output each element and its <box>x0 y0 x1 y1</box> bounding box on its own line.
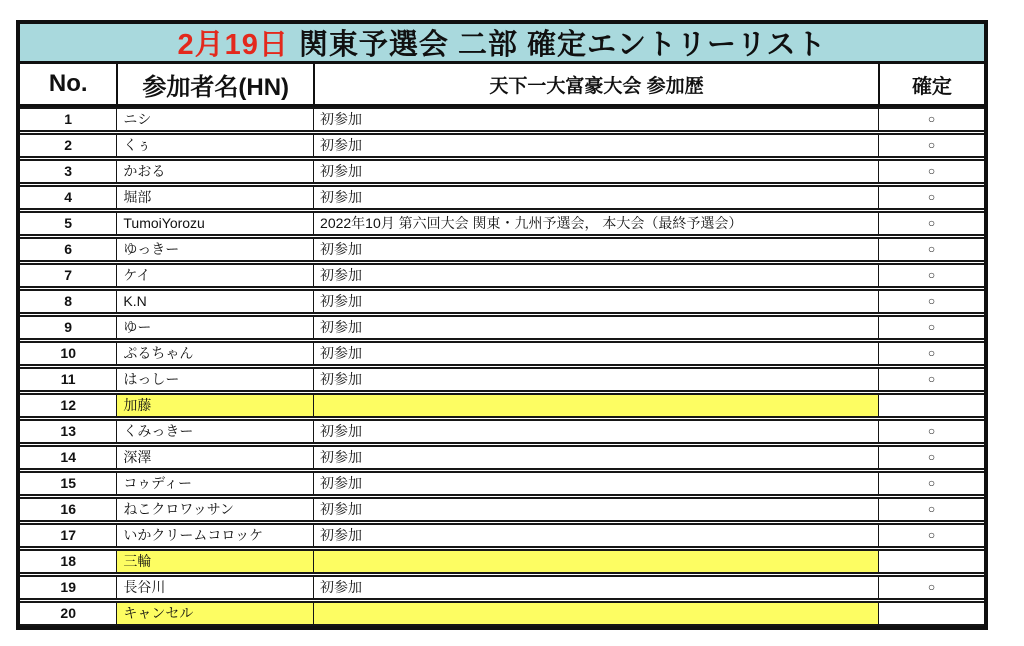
table-row <box>20 601 984 626</box>
column-header-no: No. <box>48 70 88 97</box>
participant-name: K.N <box>116 291 313 312</box>
confirmed-mark: ○ <box>878 525 984 546</box>
table-row <box>20 393 984 418</box>
table-row <box>20 575 984 600</box>
column-header-name: 参加者名(HN) <box>116 64 313 104</box>
participant-name: ぷるちゃん <box>116 343 313 364</box>
table-row <box>20 263 984 288</box>
participation-history: 初参加 <box>313 109 878 130</box>
row-number: 12 <box>60 397 76 413</box>
table-row <box>20 367 984 392</box>
participant-name: 堀部 <box>116 187 313 208</box>
table-row <box>20 471 984 496</box>
row-number: 6 <box>64 241 73 257</box>
row-number: 15 <box>60 475 76 491</box>
table-header <box>20 64 984 107</box>
participant-name: くみっきー <box>116 421 313 442</box>
participant-name: ゆー <box>116 317 313 338</box>
table-row <box>20 237 984 262</box>
participant-name: 加藤 <box>116 395 313 416</box>
participant-name: 長谷川 <box>116 577 313 598</box>
row-number: 11 <box>60 371 76 387</box>
table-row <box>20 549 984 574</box>
row-number: 9 <box>64 319 73 335</box>
row-number: 1 <box>64 111 73 127</box>
participation-history: 初参加 <box>313 447 878 468</box>
participation-history <box>313 551 878 572</box>
confirmed-mark: ○ <box>878 109 984 130</box>
row-number: 8 <box>64 293 73 309</box>
confirmed-mark: ○ <box>878 317 984 338</box>
participant-name: ゆっきー <box>116 239 313 260</box>
table-row <box>20 159 984 184</box>
participation-history: 初参加 <box>313 577 878 598</box>
row-number: 7 <box>64 267 73 283</box>
confirmed-mark: ○ <box>878 369 984 390</box>
entry-list-table <box>16 20 988 630</box>
participation-history: 初参加 <box>313 291 878 312</box>
participant-name: TumoiYorozu <box>116 213 313 234</box>
participation-history: 初参加 <box>313 473 878 494</box>
participation-history: 初参加 <box>313 187 878 208</box>
participant-name: キャンセル <box>116 603 313 624</box>
confirmed-mark <box>878 603 984 624</box>
table-row <box>20 419 984 444</box>
row-number: 4 <box>64 189 73 205</box>
participant-name: くぅ <box>116 135 313 156</box>
participation-history <box>313 603 878 624</box>
column-header-confirmed: 確定 <box>878 64 984 104</box>
participation-history: 初参加 <box>313 421 878 442</box>
confirmed-mark: ○ <box>878 343 984 364</box>
participant-name: ケイ <box>116 265 313 286</box>
confirmed-mark: ○ <box>878 577 984 598</box>
row-number: 20 <box>60 605 76 621</box>
table-row <box>20 445 984 470</box>
confirmed-mark: ○ <box>878 213 984 234</box>
table-body <box>20 107 984 626</box>
confirmed-mark <box>878 551 984 572</box>
participant-name: かおる <box>116 161 313 182</box>
participation-history: 初参加 <box>313 265 878 286</box>
title-bar <box>20 24 984 64</box>
table-row <box>20 497 984 522</box>
participant-name: いかクリームコロッケ <box>116 525 313 546</box>
row-number: 16 <box>60 501 76 517</box>
row-number: 18 <box>60 553 76 569</box>
row-number: 2 <box>64 137 73 153</box>
row-number: 19 <box>60 579 76 595</box>
table-row <box>20 107 984 132</box>
participation-history: 初参加 <box>313 525 878 546</box>
participant-name: ねこクロワッサン <box>116 499 313 520</box>
confirmed-mark: ○ <box>878 473 984 494</box>
participation-history: 初参加 <box>313 369 878 390</box>
table-row <box>20 289 984 314</box>
confirmed-mark: ○ <box>878 421 984 442</box>
table-row <box>20 133 984 158</box>
table-row <box>20 315 984 340</box>
confirmed-mark: ○ <box>878 447 984 468</box>
confirmed-mark: ○ <box>878 187 984 208</box>
page-title: 関東予選会 二部 確定エントリーリスト <box>298 29 827 61</box>
row-number: 17 <box>60 527 76 543</box>
row-number: 10 <box>60 345 76 361</box>
participation-history: 2022年10月 第六回大会 関東・九州予選会， 本大会（最終予選会） <box>313 213 878 234</box>
column-header-history: 天下一大富豪大会 参加歴 <box>313 64 878 104</box>
row-number: 13 <box>60 423 76 439</box>
participation-history: 初参加 <box>313 317 878 338</box>
confirmed-mark: ○ <box>878 161 984 182</box>
confirmed-mark: ○ <box>878 135 984 156</box>
table-row <box>20 185 984 210</box>
title-date: 2月19日 <box>177 29 289 61</box>
table-row <box>20 523 984 548</box>
confirmed-mark: ○ <box>878 265 984 286</box>
row-number: 14 <box>60 449 76 465</box>
participation-history: 初参加 <box>313 161 878 182</box>
participant-name: 深澤 <box>116 447 313 468</box>
participation-history: 初参加 <box>313 135 878 156</box>
participant-name: 三輪 <box>116 551 313 572</box>
participation-history: 初参加 <box>313 499 878 520</box>
row-number: 5 <box>64 215 73 231</box>
participation-history: 初参加 <box>313 239 878 260</box>
confirmed-mark: ○ <box>878 499 984 520</box>
confirmed-mark <box>878 395 984 416</box>
participant-name: ニシ <box>116 109 313 130</box>
participant-name: コゥディー <box>116 473 313 494</box>
confirmed-mark: ○ <box>878 239 984 260</box>
row-number: 3 <box>64 163 73 179</box>
participant-name: はっしー <box>116 369 313 390</box>
table-row <box>20 211 984 236</box>
participation-history: 初参加 <box>313 343 878 364</box>
participation-history <box>313 395 878 416</box>
confirmed-mark: ○ <box>878 291 984 312</box>
table-row <box>20 341 984 366</box>
